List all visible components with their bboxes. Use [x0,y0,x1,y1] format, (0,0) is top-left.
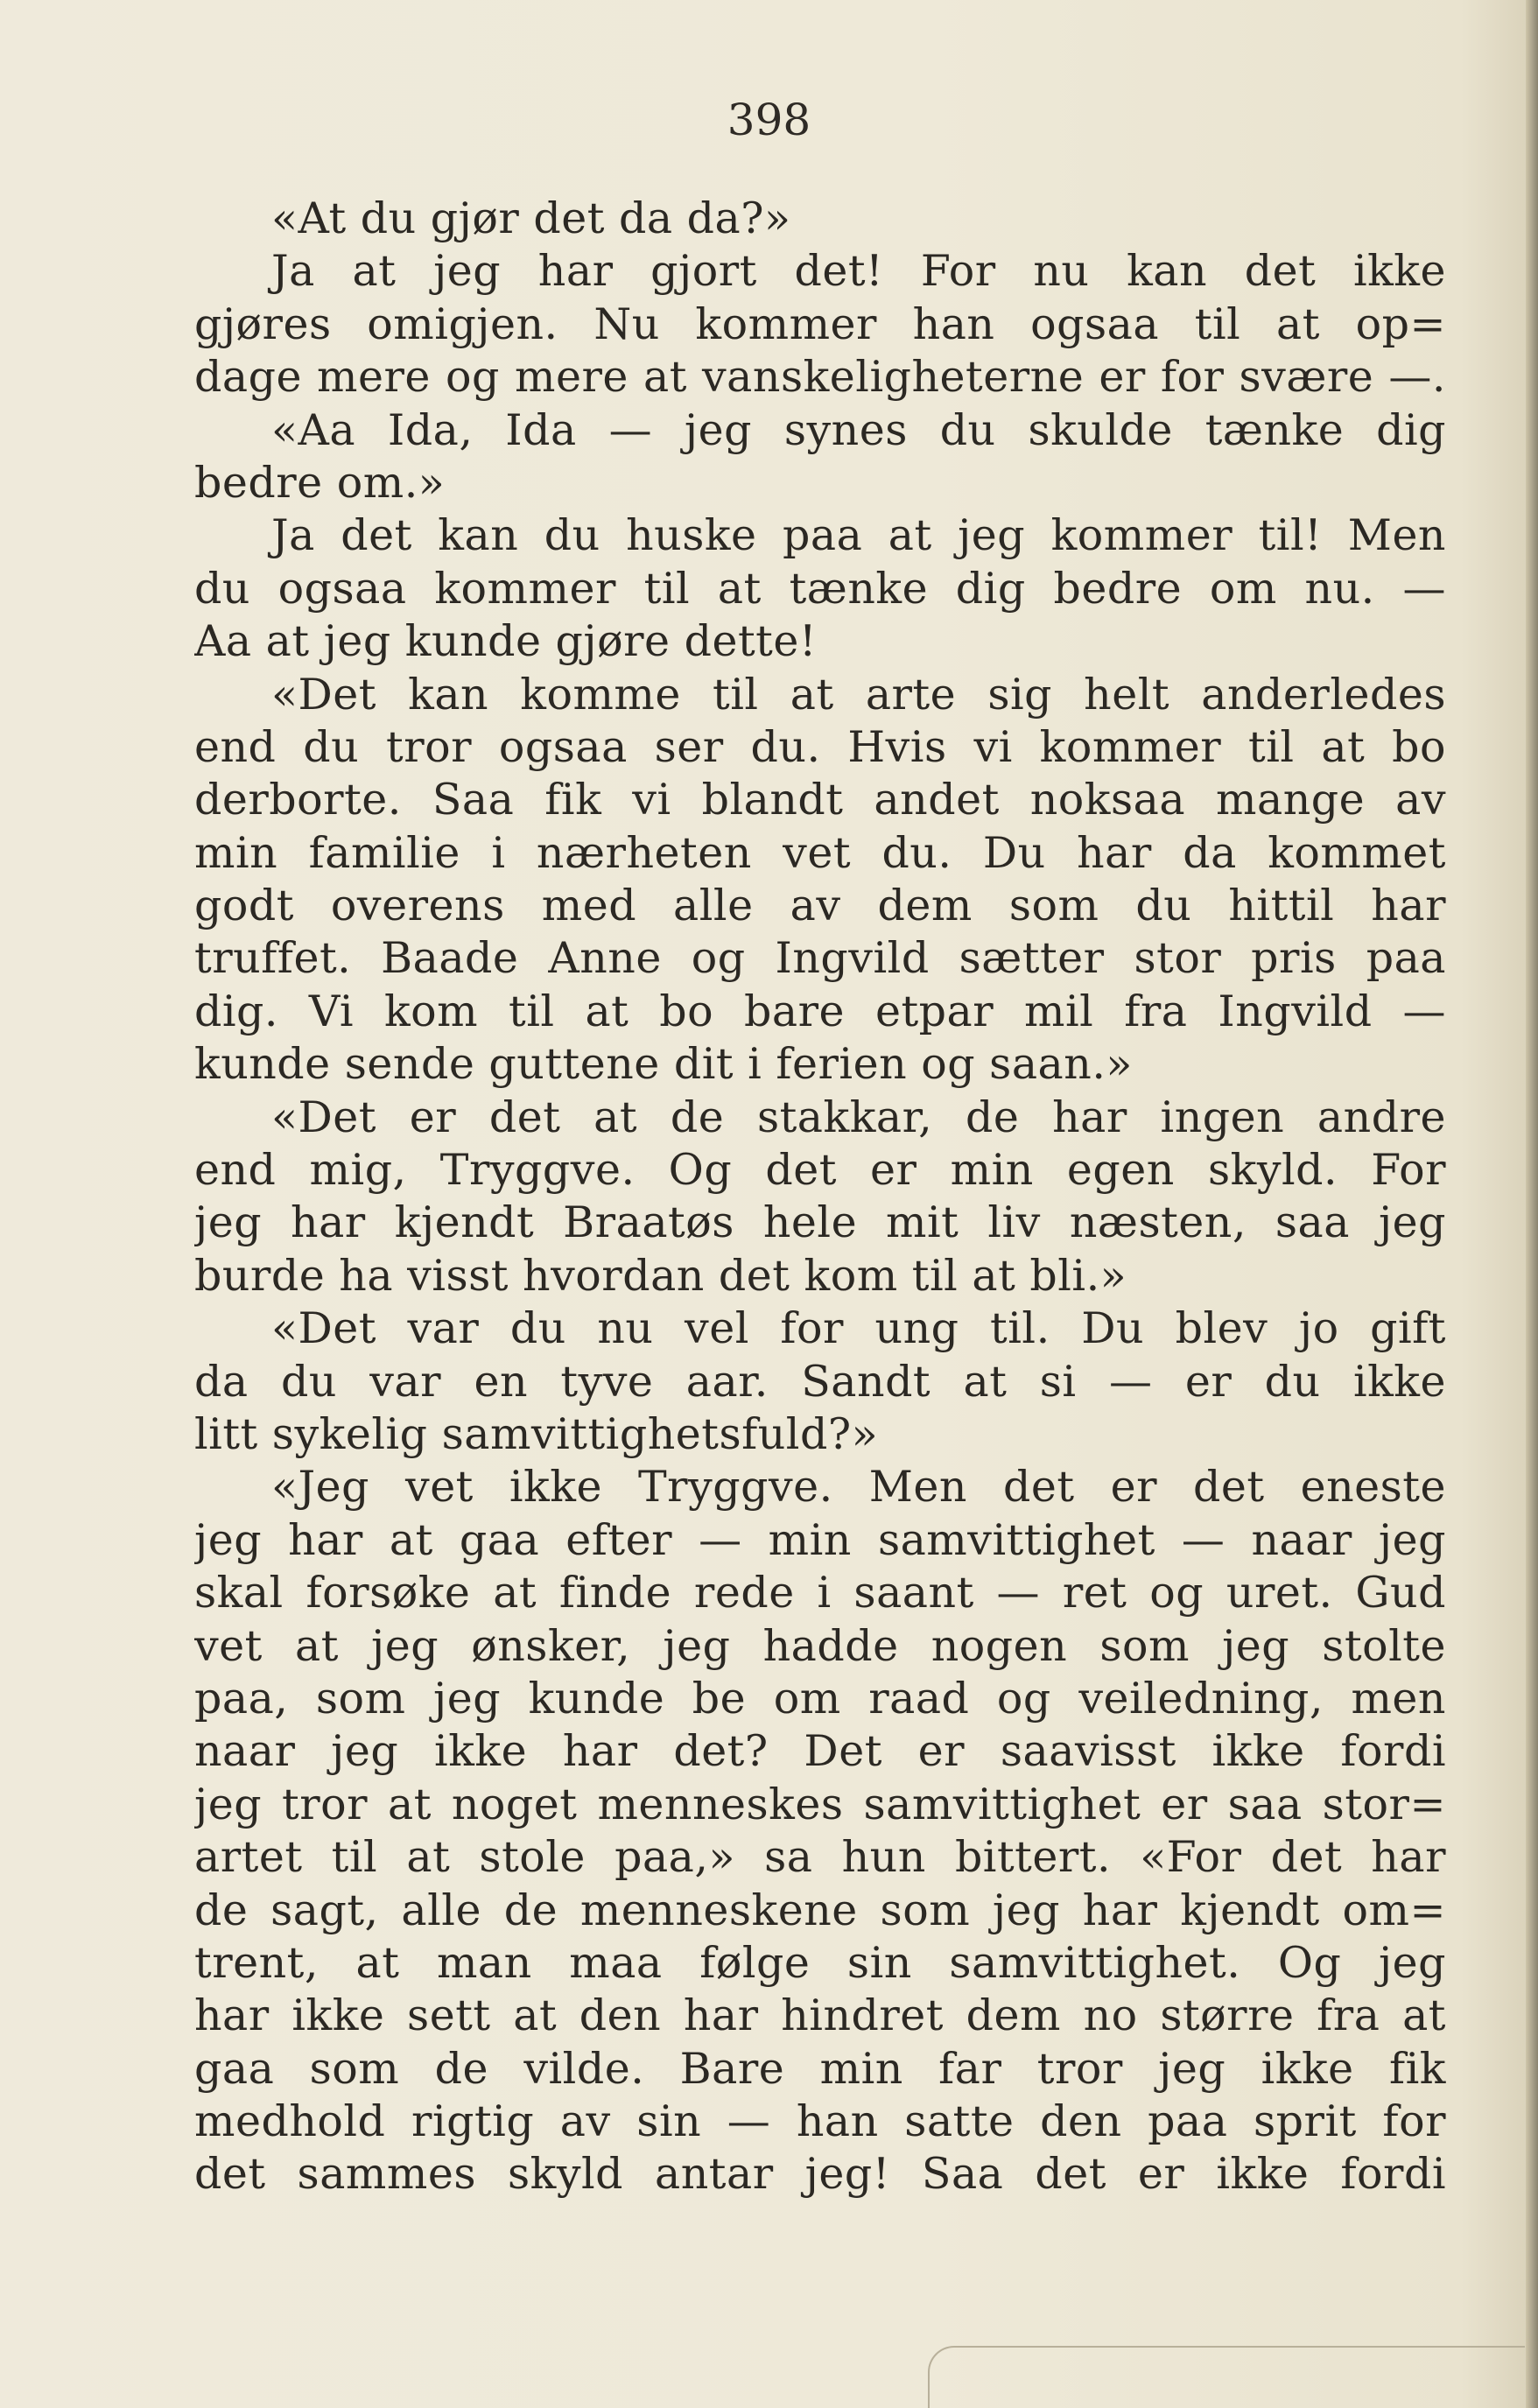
text-line: du ogsaa kommer til at tænke dig bedre om nu. — [194,563,1446,614]
text-line: har ikke sett at den har hindret dem no større fra at [194,1990,1446,2041]
text-line: de sagt, alle de menneskene som jeg har kjendt om= [194,1885,1446,1935]
text-line: jeg tror at noget menneskes samvittighet er saa stor= [194,1779,1446,1829]
text-line: bedre om.» [194,457,446,508]
text-line: litt sykelig samvittighetsfuld?» [194,1408,879,1459]
text-line: jeg har kjendt Braatøs hele mit liv næsten, saa jeg [194,1197,1446,1248]
text-line: jeg har at gaa efter — min samvittighet — naar jeg [194,1514,1446,1565]
text-line: vet at jeg ønsker, jeg hadde nogen som jeg stolte [194,1620,1446,1671]
text-line: da du var en tyve aar. Sandt at si — er du ikke [194,1356,1446,1407]
text-line: end mig, Tryggve. Og det er min egen skyld. For [194,1145,1446,1196]
text-line: godt overens med alle av dem som du hittil har [194,881,1446,931]
text-line: paa, som jeg kunde be om raad og veiledning, men [194,1673,1446,1724]
text-line: min familie i nærheten vet du. Du har da kommet [194,827,1446,878]
text-line: gaa som de vilde. Bare min far tror jeg ikke fik [194,2043,1446,2094]
text-line: «At du gjør det da da?» [271,193,791,243]
page-corner-mark [928,2346,1525,2408]
text-line: «Det kan komme til at arte sig helt anderledes [271,669,1446,720]
text-line: «Det er det at de stakkar, de har ingen andre [271,1092,1446,1142]
text-line: medhold rigtig av sin — han satte den paa sprit for [194,2096,1446,2147]
text-line: «Aa Ida, Ida — jeg synes du skulde tænke dig [271,404,1446,455]
text-line: end du tror ogsaa ser du. Hvis vi kommer til at bo [194,721,1446,772]
text-line: burde ha visst hvordan det kom til at bli.» [194,1250,1127,1301]
text-line: naar jeg ikke har det? Det er saavisst ikke fordi [194,1726,1446,1777]
text-line: «Det var du nu vel for ung til. Du blev jo gift [271,1303,1446,1354]
text-line: truffet. Baade Anne og Ingvild sætter stor pris paa [194,933,1446,984]
text-line: skal forsøke at finde rede i saant — ret og uret. Gud [194,1568,1446,1618]
text-line: artet til at stole paa,» sa hun bittert. «For det har [194,1832,1446,1883]
page-edge [1526,0,1538,2408]
text-line: kunde sende guttene dit i ferien og saan.» [194,1039,1133,1090]
text-line: trent, at man maa følge sin samvittighet. Og jeg [194,1937,1446,1988]
text-line: Aa at jeg kunde gjøre dette! [194,616,818,667]
text-line: det sammes skyld antar jeg! Saa det er ikke fordi [194,2149,1446,2200]
text-line: «Jeg vet ikke Tryggve. Men det er det eneste [271,1462,1446,1513]
text-line: Ja det kan du huske paa at jeg kommer til! Men [271,510,1446,561]
text-line: gjøres omigjen. Nu kommer han ogsaa til at op= [194,298,1446,349]
text-line: Ja at jeg har gjort det! For nu kan det ikke [271,246,1446,297]
text-line: dig. Vi kom til at bo bare etpar mil fra Ingvild — [194,986,1446,1036]
page-number: 398 [727,95,811,145]
text-line: dage mere og mere at vanskeligheterne er for svære —. [194,352,1446,403]
body-text [194,193,1446,2201]
text-line: derborte. Saa fik vi blandt andet noksaa mange av [194,775,1446,825]
